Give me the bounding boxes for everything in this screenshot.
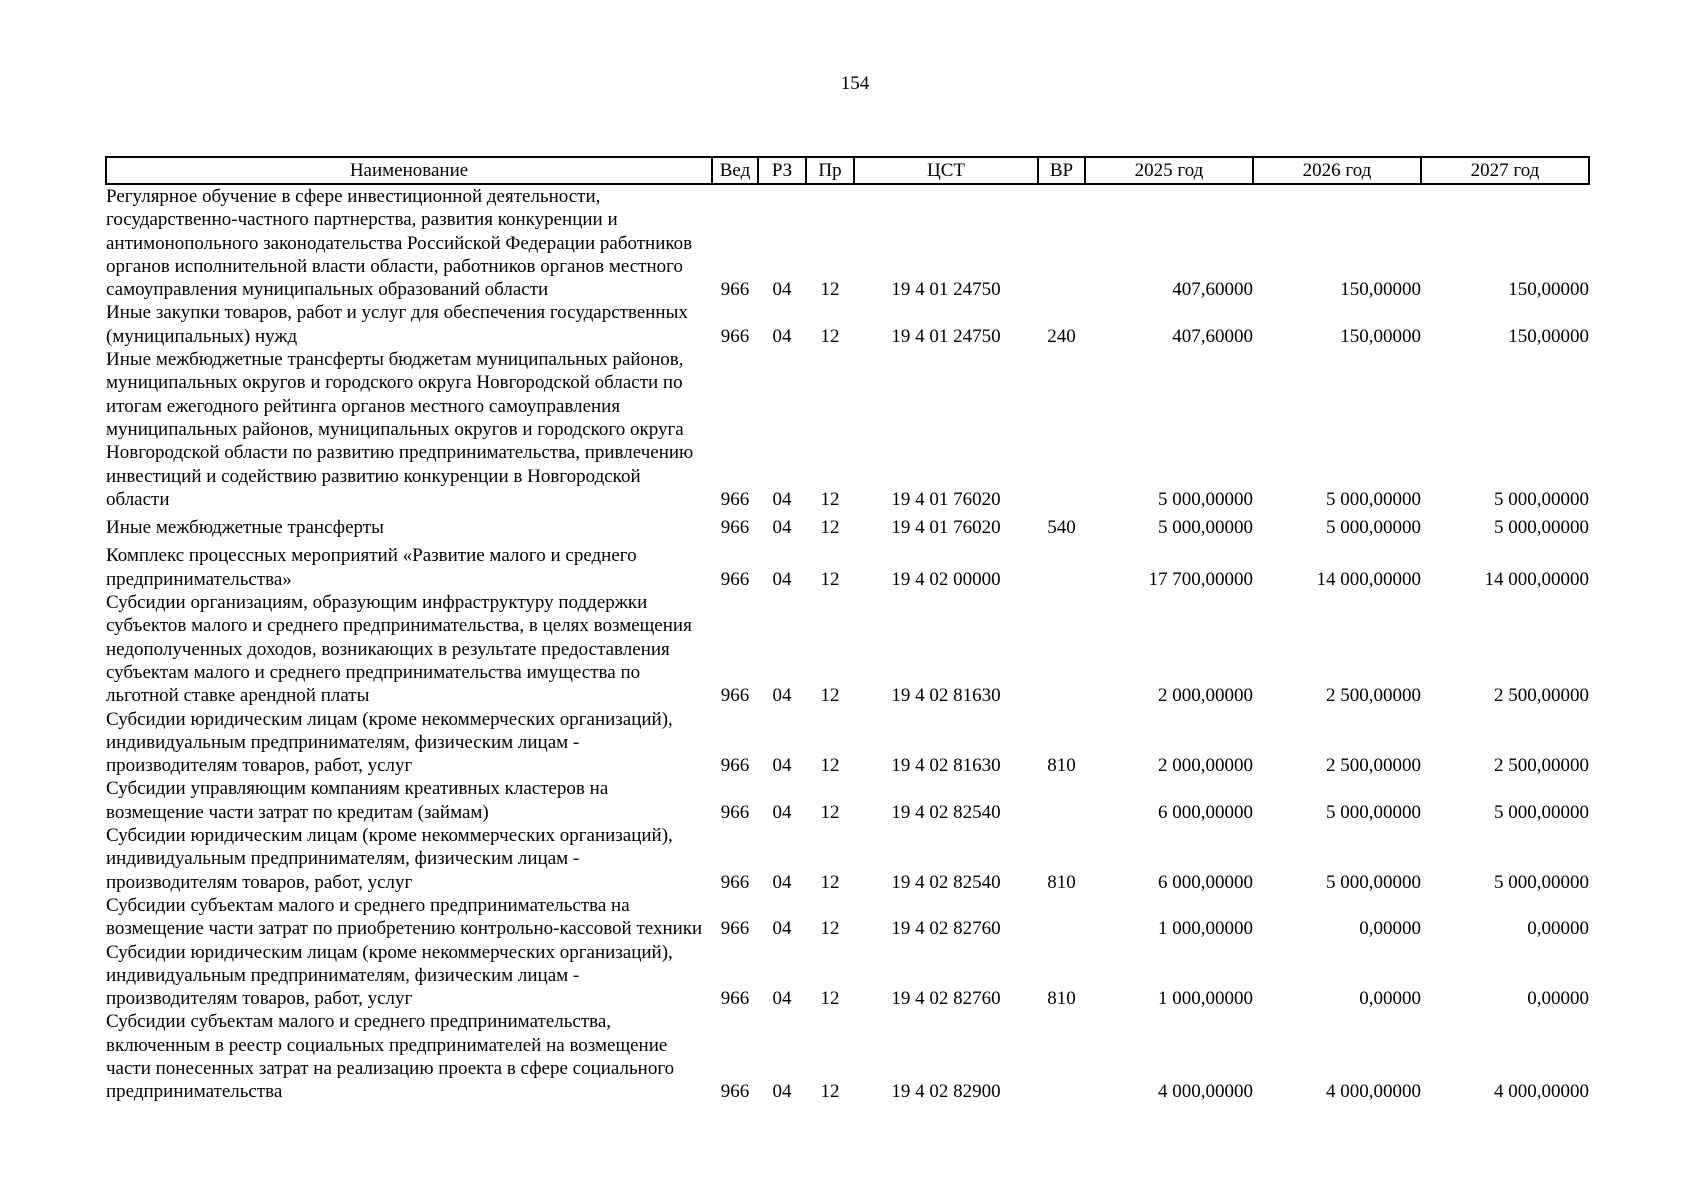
cell-y2026: 150,00000 [1340, 325, 1421, 347]
cell-y2027: 5 000,00000 [1494, 801, 1589, 823]
cell-vr [1038, 777, 1085, 824]
column-header-2026: 2026 год [1253, 157, 1421, 184]
cell-y2026: 2 500,00000 [1326, 755, 1421, 777]
cell-rz: 04 [772, 568, 792, 590]
column-header-2025: 2025 год [1085, 157, 1253, 184]
column-header-name: Наименование [106, 157, 712, 184]
cell-cst: 19 4 02 82540 [891, 801, 1001, 823]
column-header-vr: ВР [1038, 157, 1085, 184]
cell-y2025: 2 000,00000 [1158, 755, 1253, 777]
cell-ved: 966 [720, 1081, 750, 1103]
cell-y2027: 4 000,00000 [1494, 1081, 1589, 1103]
cell-y2025: 407,60000 [1172, 279, 1253, 301]
cell-ved: 966 [720, 801, 750, 823]
cell-vr: 810 [1047, 755, 1076, 777]
table-row [106, 1010, 1589, 1103]
cell-rz: 04 [772, 755, 792, 777]
cell-ved: 966 [720, 871, 750, 893]
cell-y2025: 5 000,00000 [1158, 488, 1253, 510]
table-row [106, 301, 1589, 348]
cell-vr [1038, 539, 1085, 591]
cell-pr: 12 [820, 871, 840, 893]
cell-y2025: 407,60000 [1172, 325, 1253, 347]
table-row [106, 511, 1589, 539]
cell-ved: 966 [720, 685, 750, 707]
cell-y2027: 0,00000 [1527, 988, 1589, 1010]
cell-rz: 04 [772, 988, 792, 1010]
budget-table [105, 156, 1590, 1104]
cell-y2027: 2 500,00000 [1494, 755, 1589, 777]
cell-name: Субсидии субъектам малого и среднего предпринимательства на возмещение части затрат по приобретению контрольно-кассовой техники [106, 894, 703, 940]
cell-name: Комплекс процессных мероприятий «Развитие малого и среднего предпринимательства» [106, 545, 637, 590]
cell-cst: 19 4 01 24750 [891, 279, 1001, 301]
cell-cst: 19 4 02 82900 [891, 1081, 1001, 1103]
cell-y2027: 150,00000 [1508, 325, 1589, 347]
cell-y2025: 2 000,00000 [1158, 685, 1253, 707]
cell-cst: 19 4 01 24750 [891, 325, 1001, 347]
cell-rz: 04 [772, 918, 792, 940]
table-header-row [106, 157, 1589, 184]
cell-rz: 04 [772, 1081, 792, 1103]
cell-vr [1038, 894, 1085, 941]
cell-rz: 04 [772, 325, 792, 347]
cell-name: Регулярное обучение в сфере инвестиционной деятельности, государственно-частного партнерства, развития конкуренции и антимонопольного законодательства Российской Федерации работников органов исполнительной власти области, работников органов местного самоуправления муниципальных образований области [106, 186, 693, 301]
cell-y2026: 5 000,00000 [1326, 801, 1421, 823]
cell-pr: 12 [820, 488, 840, 510]
cell-vr: 540 [1047, 517, 1076, 539]
cell-rz: 04 [772, 279, 792, 301]
cell-pr: 12 [820, 568, 840, 590]
cell-pr: 12 [820, 988, 840, 1010]
cell-y2026: 0,00000 [1359, 988, 1421, 1010]
table-row [106, 941, 1589, 1011]
table-row [106, 184, 1589, 301]
cell-name: Субсидии юридическим лицам (кроме некоммерческих организаций), индивидуальным предпринимателям, физическим лицам - производителям товаров, работ, услуг [106, 941, 673, 1010]
cell-y2026: 2 500,00000 [1326, 685, 1421, 707]
cell-y2026: 5 000,00000 [1326, 871, 1421, 893]
table-row [106, 539, 1589, 591]
cell-cst: 19 4 01 76020 [891, 488, 1001, 510]
cell-y2027: 0,00000 [1527, 918, 1589, 940]
cell-pr: 12 [820, 918, 840, 940]
cell-cst: 19 4 02 81630 [891, 685, 1001, 707]
column-header-2027: 2027 год [1421, 157, 1589, 184]
cell-ved: 966 [720, 488, 750, 510]
cell-y2027: 2 500,00000 [1494, 685, 1589, 707]
cell-y2027: 14 000,00000 [1484, 568, 1589, 590]
cell-y2025: 1 000,00000 [1158, 988, 1253, 1010]
cell-ved: 966 [720, 517, 750, 539]
page-number: 154 [840, 73, 870, 94]
cell-pr: 12 [820, 1081, 840, 1103]
cell-y2027: 5 000,00000 [1494, 517, 1589, 539]
cell-cst: 19 4 01 76020 [891, 517, 1001, 539]
cell-ved: 966 [720, 755, 750, 777]
cell-name: Иные межбюджетные трансферты бюджетам муниципальных районов, муниципальных округов и городского округа Новгородской области по итогам ежегодного рейтинга органов местного самоуправления муниципальных районов, муниципальных округов и городского округа Новгородской области по развитию предпринимательства, привлечению инвестиций и содействию развитию конкуренции в Новгородской области [106, 349, 694, 510]
cell-rz: 04 [772, 488, 792, 510]
cell-y2026: 14 000,00000 [1316, 568, 1421, 590]
table-row [106, 348, 1589, 511]
cell-y2025: 6 000,00000 [1158, 801, 1253, 823]
cell-ved: 966 [720, 918, 750, 940]
cell-cst: 19 4 02 00000 [891, 568, 1001, 590]
cell-vr [1038, 591, 1085, 707]
cell-y2027: 150,00000 [1508, 279, 1589, 301]
cell-y2027: 5 000,00000 [1494, 488, 1589, 510]
cell-cst: 19 4 02 82760 [891, 918, 1001, 940]
table-row [106, 708, 1589, 778]
cell-y2025: 5 000,00000 [1158, 517, 1253, 539]
cell-y2025: 6 000,00000 [1158, 871, 1253, 893]
cell-cst: 19 4 02 82760 [891, 988, 1001, 1010]
table-row [106, 894, 1589, 941]
cell-rz: 04 [772, 801, 792, 823]
cell-name: Иные закупки товаров, работ и услуг для обеспечения государственных (муниципальных) нужд [106, 302, 688, 347]
cell-y2026: 0,00000 [1359, 918, 1421, 940]
cell-pr: 12 [820, 801, 840, 823]
cell-name: Субсидии субъектам малого и среднего предпринимательства, включенным в реестр социальных предпринимателей на возмещение части понесенных затрат на реализацию проекта в сфере социального предпринимательства [106, 1011, 675, 1103]
cell-name: Субсидии управляющим компаниям креативных кластеров на возмещение части затрат по кредитам (займам) [106, 778, 609, 823]
cell-ved: 966 [720, 988, 750, 1010]
cell-vr: 810 [1047, 871, 1076, 893]
table-body [106, 184, 1589, 1104]
cell-vr [1038, 1010, 1085, 1103]
cell-ved: 966 [720, 279, 750, 301]
cell-name: Иные межбюджетные трансферты [106, 517, 384, 539]
cell-pr: 12 [820, 755, 840, 777]
cell-cst: 19 4 02 81630 [891, 755, 1001, 777]
cell-y2027: 5 000,00000 [1494, 871, 1589, 893]
cell-vr: 810 [1047, 988, 1076, 1010]
cell-y2026: 150,00000 [1340, 279, 1421, 301]
cell-vr [1038, 184, 1085, 301]
cell-y2025: 1 000,00000 [1158, 918, 1253, 940]
column-header-ved: Вед [712, 157, 758, 184]
cell-cst: 19 4 02 82540 [891, 871, 1001, 893]
cell-name: Субсидии юридическим лицам (кроме некоммерческих организаций), индивидуальным предпринимателям, физическим лицам - производителям товаров, работ, услуг [106, 708, 673, 777]
cell-name: Субсидии юридическим лицам (кроме некоммерческих организаций), индивидуальным предпринимателям, физическим лицам - производителям товаров, работ, услуг [106, 825, 673, 893]
column-header-pr: Пр [806, 157, 854, 184]
cell-vr: 240 [1047, 325, 1076, 347]
cell-rz: 04 [772, 517, 792, 539]
table-row [106, 824, 1589, 894]
cell-rz: 04 [772, 871, 792, 893]
cell-rz: 04 [772, 685, 792, 707]
cell-name: Субсидии организациям, образующим инфраструктуру поддержки субъектов малого и среднего предпринимательства, в целях возмещения недополученных доходов, возникающих в результате предоставления субъектам малого и среднего предпринимательства имущества по льготной ставке арендной платы [106, 592, 692, 707]
table-row [106, 777, 1589, 824]
cell-y2026: 4 000,00000 [1326, 1081, 1421, 1103]
column-header-rz: РЗ [758, 157, 806, 184]
cell-y2026: 5 000,00000 [1326, 488, 1421, 510]
cell-vr [1038, 348, 1085, 511]
cell-pr: 12 [820, 517, 840, 539]
column-header-cst: ЦСТ [854, 157, 1038, 184]
cell-pr: 12 [820, 685, 840, 707]
table-row [106, 591, 1589, 707]
cell-y2025: 17 700,00000 [1148, 568, 1253, 590]
cell-ved: 966 [720, 325, 750, 347]
cell-y2025: 4 000,00000 [1158, 1081, 1253, 1103]
cell-pr: 12 [820, 279, 840, 301]
cell-ved: 966 [720, 568, 750, 590]
cell-pr: 12 [820, 325, 840, 347]
cell-y2026: 5 000,00000 [1326, 517, 1421, 539]
